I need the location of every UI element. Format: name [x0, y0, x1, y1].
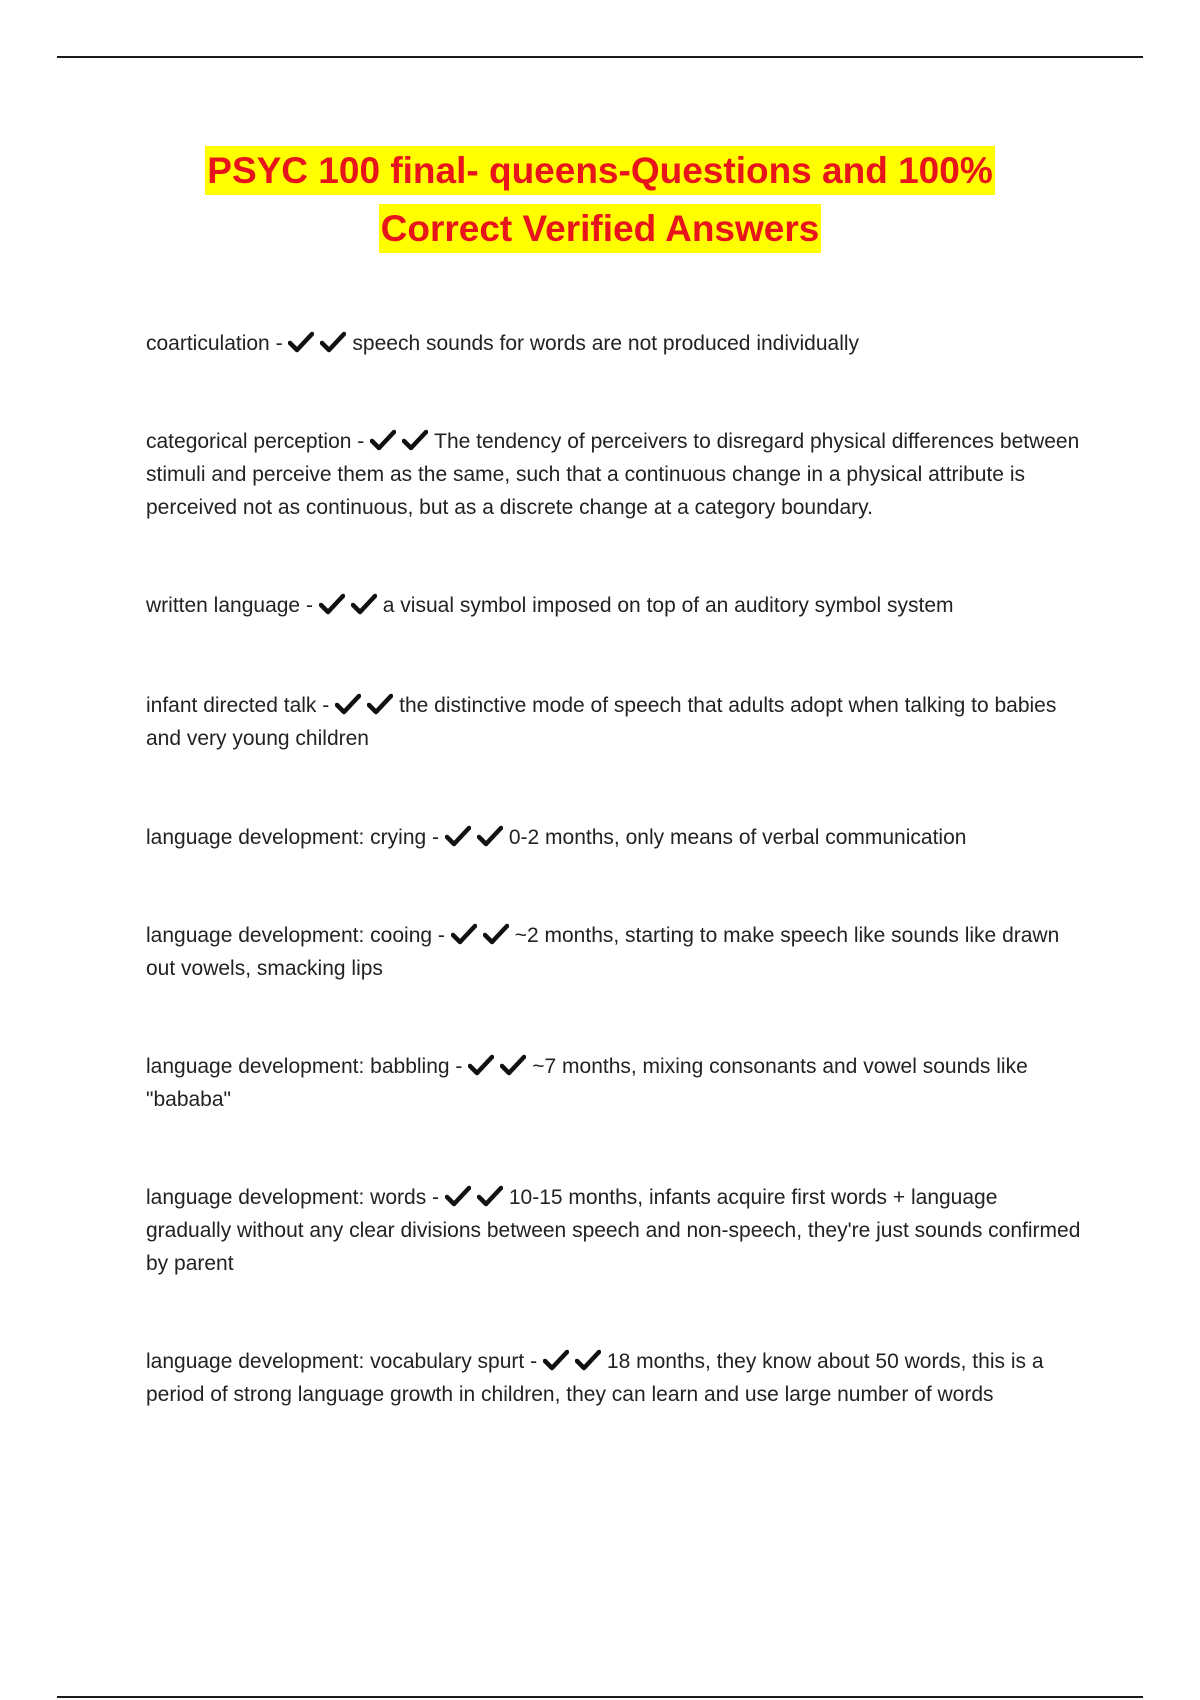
entry-term: language development: vocabulary spurt: [146, 1350, 525, 1373]
entry-definition: ~7 months, mixing consonants and vowel sounds like "bababa": [146, 1055, 1028, 1111]
check-icon: [483, 923, 509, 945]
entry-separator: -: [316, 694, 336, 717]
check-icon: [543, 1349, 569, 1371]
list-item: [146, 821, 1086, 919]
entry-term: categorical perception: [146, 430, 352, 453]
entry-separator: -: [432, 924, 451, 947]
check-icon: [402, 429, 428, 451]
check-icon: [335, 693, 361, 715]
entry-definition: speech sounds for words are not produced individually: [352, 332, 860, 355]
check-icon: [351, 593, 377, 615]
list-item: [146, 1050, 1086, 1181]
list-item: [146, 1181, 1086, 1345]
title-line-1: PSYC 100 final- queens-Questions and 100%: [205, 146, 994, 195]
entry-term: infant directed talk: [146, 694, 317, 717]
entry-separator: -: [426, 1186, 445, 1209]
entry-term: language development: cooing: [146, 924, 433, 947]
entry-term: coarticulation: [146, 332, 270, 355]
page-title: [0, 142, 1200, 258]
list-item: [146, 1345, 1086, 1411]
check-icon: [288, 331, 314, 353]
entry-separator: -: [269, 332, 289, 355]
check-icon: [320, 331, 346, 353]
flashcard-list: [146, 327, 1086, 1411]
check-icon: [477, 825, 503, 847]
list-item: [146, 919, 1086, 1050]
entry-term: language development: crying: [146, 826, 427, 849]
check-icon: [367, 693, 393, 715]
check-icon: [445, 825, 471, 847]
check-icon: [445, 1185, 471, 1207]
list-item: [146, 425, 1086, 589]
entry-definition: 10-15 months, infants acquire first words + language gradually without any clear divisions between speech and non-speech, they're just sounds confirmed by parent: [146, 1186, 1081, 1275]
entry-separator: -: [426, 826, 445, 849]
entry-term: language development: words: [146, 1186, 427, 1209]
check-icon: [319, 593, 345, 615]
entry-definition: a visual symbol imposed on top of an auditory symbol system: [382, 594, 954, 617]
top-rule: [57, 56, 1143, 58]
entry-definition: 0-2 months, only means of verbal communication: [508, 826, 967, 849]
list-item: [146, 589, 1086, 689]
bottom-rule: [57, 1696, 1143, 1698]
entry-definition: The tendency of perceivers to disregard physical differences between stimuli and perceive them as the same, such that a continuous change in a physical attribute is perceived not as continuous, but as a discrete change at a category boundary.: [146, 430, 1080, 519]
list-item: [146, 327, 1086, 425]
entry-separator: -: [300, 594, 319, 617]
title-line-2: Correct Verified Answers: [379, 204, 822, 253]
entry-separator: -: [449, 1055, 469, 1078]
list-item: [146, 689, 1086, 821]
entry-definition: the distinctive mode of speech that adults adopt when talking to babies and very young children: [146, 694, 1057, 750]
check-icon: [477, 1185, 503, 1207]
entry-definition: ~2 months, starting to make speech like sounds like drawn out vowels, smacking lips: [146, 924, 1060, 980]
check-icon: [575, 1349, 601, 1371]
check-icon: [500, 1054, 526, 1076]
entry-separator: -: [351, 430, 371, 453]
entry-term: language development: babbling: [146, 1055, 450, 1078]
entry-definition: 18 months, they know about 50 words, this is a period of strong language growth in children, they can learn and use large number of words: [146, 1350, 1044, 1406]
entry-separator: -: [524, 1350, 543, 1373]
entry-term: written language: [146, 594, 301, 617]
check-icon: [370, 429, 396, 451]
check-icon: [468, 1054, 494, 1076]
check-icon: [451, 923, 477, 945]
